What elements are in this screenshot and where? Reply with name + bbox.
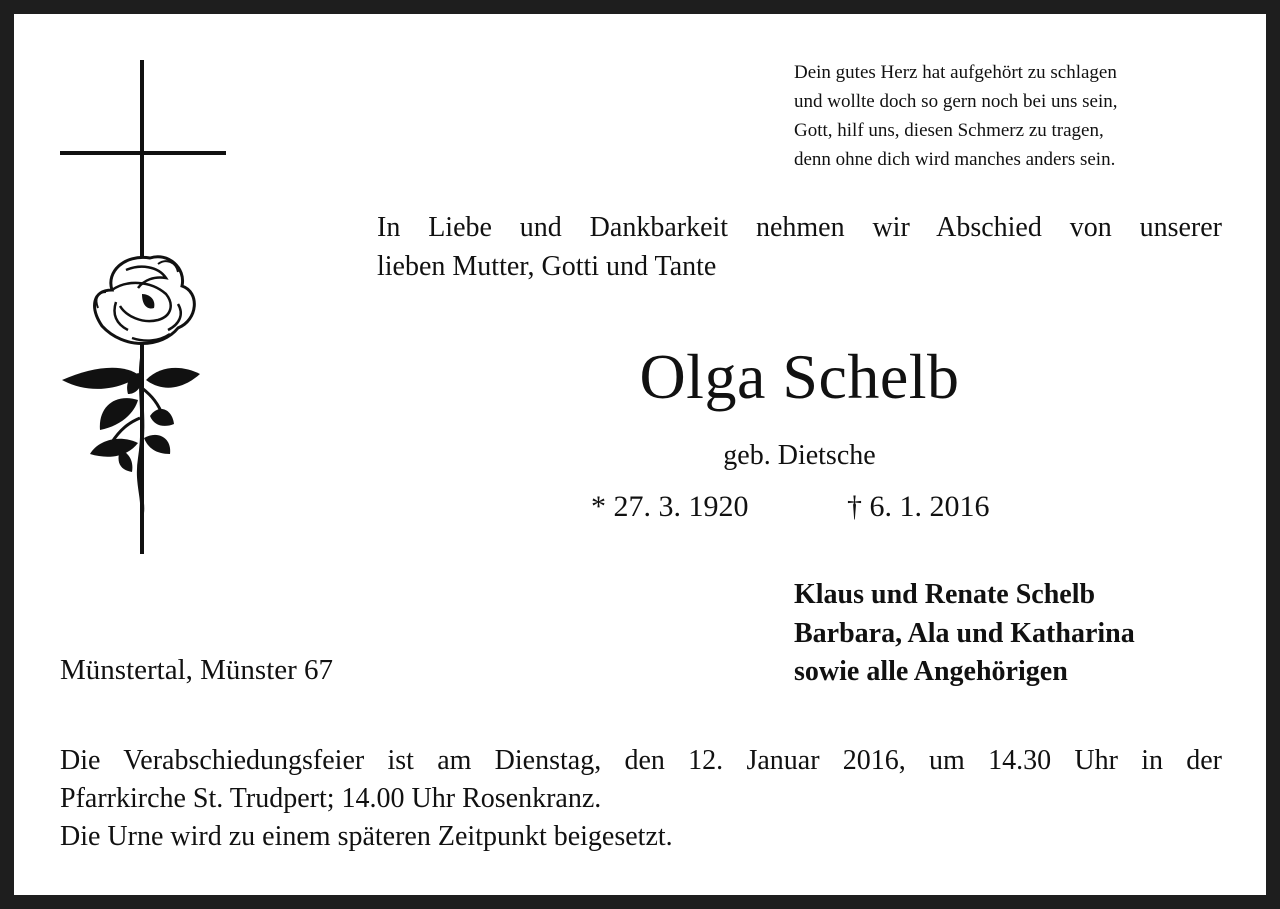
poem-line: Dein gutes Herz hat aufgehört zu schlagen	[794, 62, 1117, 83]
poem-line: Gott, hilf uns, diesen Schmerz zu tragen,	[794, 120, 1104, 141]
deceased-name: Olga Schelb	[639, 341, 960, 412]
poem	[794, 58, 1254, 174]
obituary-notice	[14, 14, 1266, 895]
birth-date: * 27. 3. 1920	[591, 490, 749, 523]
cross-with-rose	[54, 58, 234, 558]
intro-text	[377, 208, 1222, 286]
intro-line-1: In Liebe und Dankbarkeit nehmen wir Abschied von unserer	[377, 212, 1222, 243]
cross-icon	[54, 58, 234, 558]
poem-line: denn ohne dich wird manches anders sein.	[794, 149, 1116, 170]
poem-line: und wollte doch so gern noch bei uns sein,	[794, 91, 1118, 112]
service-line-3: Die Urne wird zu einem späteren Zeitpunkt beigesetzt.	[60, 821, 673, 852]
death-date: † 6. 1. 2016	[847, 490, 990, 523]
service-line-1: Die Verabschiedungsfeier ist am Dienstag, den 12. Januar 2016, um 14.30 Uhr in der	[60, 745, 1222, 776]
family-signatures	[794, 576, 1135, 692]
intro-line-2: lieben Mutter, Gotti und Tante	[377, 251, 717, 282]
family-line: sowie alle Angehörigen	[794, 656, 1068, 687]
rose-icon	[62, 257, 200, 513]
family-line: Barbara, Ala und Katharina	[794, 617, 1135, 649]
family-line: Klaus und Renate Schelb	[794, 579, 1096, 610]
service-info	[60, 742, 1222, 856]
maiden-name: geb. Dietsche	[723, 440, 876, 471]
place-address: Münstertal, Münster 67	[60, 654, 334, 686]
service-line-2: Pfarrkirche St. Trudpert; 14.00 Uhr Rosenkranz.	[60, 783, 602, 814]
